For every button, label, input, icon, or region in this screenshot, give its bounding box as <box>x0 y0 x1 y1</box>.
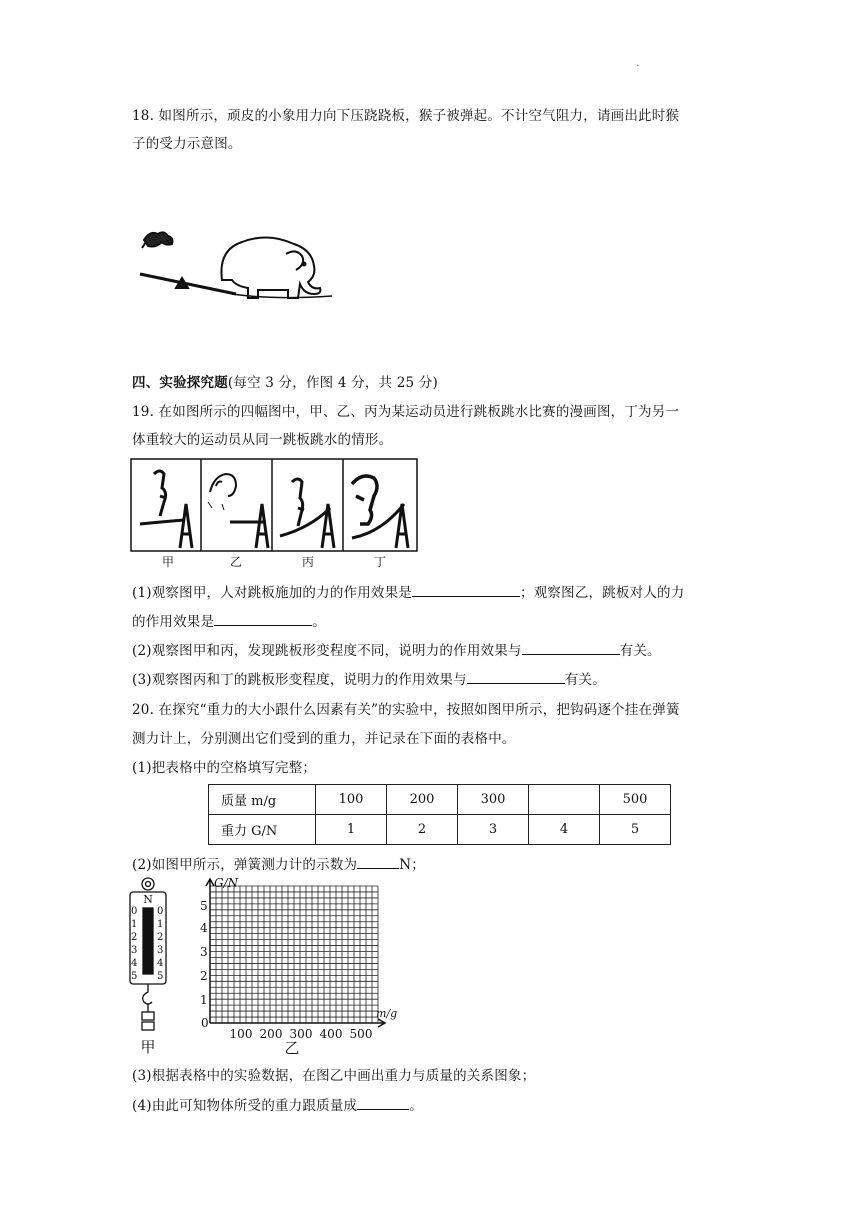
q20-part2 <box>132 853 425 873</box>
panel-label-bing: 丙 <box>301 555 315 569</box>
elephant-seesaw-figure <box>136 218 336 306</box>
scale-tick-right: 0 <box>157 906 164 917</box>
figure-label-yi: 乙 <box>284 1039 300 1054</box>
q20-part2-text-a: (2)如图甲所示，弹簧测力计的示数为 <box>132 857 358 873</box>
table-cell: 1 <box>316 815 387 845</box>
table-cell-label: 重力 G/N <box>209 815 316 845</box>
q19-part2 <box>132 639 661 659</box>
section4-note: (每空 3 分，作图 4 分，共 25 分) <box>227 375 438 391</box>
gravity-mass-grid-figure <box>196 874 406 1054</box>
scale-tick-right: 2 <box>157 932 164 943</box>
diving-board-figure <box>130 458 420 570</box>
answer-blank[interactable] <box>357 856 399 869</box>
q19-line1: 19. 在如图所示的四幅图中，甲、乙、丙为某运动员进行跳板跳水比赛的漫画图，丁为另一 <box>132 404 680 420</box>
panel-label-yi: 乙 <box>229 555 243 569</box>
q19-part1-text-b: ；观察图乙，跳板对人的力 <box>520 585 685 601</box>
scale-tick-left: 4 <box>131 958 138 969</box>
x-tick-label: 200 <box>259 1027 283 1041</box>
q20-line2: 测力计上，分别测出它们受到的重力，并记录在下面的表格中。 <box>132 731 516 747</box>
x-tick-label: 300 <box>289 1027 313 1041</box>
x-axis-label: m/g <box>376 1007 398 1020</box>
y-tick-label: 4 <box>200 921 208 935</box>
section4-title: 四、实验探究题 <box>132 375 228 391</box>
scale-tick-right: 4 <box>157 958 164 969</box>
scale-tick-right: 5 <box>157 971 164 982</box>
panel-label-jia: 甲 <box>161 555 175 569</box>
q20-part4-text-b: 。 <box>409 1098 423 1114</box>
x-tick-label: 400 <box>319 1027 343 1041</box>
y-tick-label: 1 <box>200 993 208 1007</box>
figure-label-jia: 甲 <box>140 1038 156 1056</box>
mass-weight-table <box>208 784 671 845</box>
answer-blank[interactable] <box>412 584 520 597</box>
table-cell: 3 <box>458 815 529 845</box>
y-tick-label: 3 <box>200 945 208 959</box>
section4-heading <box>132 371 438 391</box>
q19-part1-line1 <box>132 581 684 601</box>
answer-blank[interactable] <box>522 642 620 655</box>
y-axis-label: G/N <box>214 876 239 890</box>
q19-part3-text-b: 有关。 <box>564 672 606 688</box>
header-mark: . <box>636 58 640 69</box>
table-cell: 300 <box>458 785 529 815</box>
table-cell: 500 <box>600 785 671 815</box>
table-row <box>209 785 671 815</box>
scale-tick-left: 2 <box>131 932 138 943</box>
q19-part1-text-c: 的作用效果是 <box>132 614 215 630</box>
scale-tick-left: 0 <box>131 906 138 917</box>
q20-part3: (3)根据表格中的实验数据，在图乙中画出重力与质量的关系图象； <box>132 1068 536 1084</box>
answer-blank[interactable] <box>467 671 565 684</box>
table-cell: 4 <box>529 815 600 845</box>
table-cell: 100 <box>316 785 387 815</box>
spring-scale-figure <box>126 876 176 1056</box>
y-tick-label: 5 <box>200 899 208 913</box>
answer-blank[interactable] <box>214 613 312 626</box>
scale-tick-left: 1 <box>131 919 138 930</box>
x-tick-label: 500 <box>349 1027 373 1041</box>
scale-tick-left: 3 <box>131 945 138 956</box>
q20-part4-text-a: (4)由此可知物体所受的重力跟质量成 <box>132 1098 358 1114</box>
q19-part3 <box>132 668 606 688</box>
q20-line1: 20. 在探究“重力的大小跟什么因素有关”的实验中，按照如图甲所示，把钩码逐个挂在弹簧 <box>132 702 680 718</box>
q19-line2: 体重较大的运动员从同一跳板跳水的情形。 <box>132 432 393 448</box>
q18-line1: 18. 如图所示，顽皮的小象用力向下压跷跷板，猴子被弹起。不计空气阻力，请画出此时猴 <box>132 108 680 124</box>
origin-label: 0 <box>201 1016 209 1030</box>
scale-tick-right: 3 <box>157 945 164 956</box>
x-tick-label: 100 <box>229 1027 253 1041</box>
q19-part1-text-a: (1)观察图甲，人对跳板施加的力的作用效果是 <box>132 585 413 601</box>
q19-part1-text-d: 。 <box>312 614 326 630</box>
q19-part2-text-a: (2)观察图甲和丙，发现跳板形变程度不同，说明力的作用效果与 <box>132 643 522 659</box>
q18-line2: 子的受力示意图。 <box>132 136 242 152</box>
table-cell: 2 <box>387 815 458 845</box>
y-tick-label: 2 <box>200 969 208 983</box>
q20-part2-text-b: N； <box>399 857 425 873</box>
q19-part1-line2 <box>132 610 326 630</box>
panel-label-ding: 丁 <box>373 555 387 569</box>
q19-part2-text-b: 有关。 <box>619 643 661 659</box>
table-row <box>209 815 671 845</box>
table-cell-blank[interactable] <box>529 785 600 815</box>
q19-part3-text-a: (3)观察图丙和丁的跳板形变程度，说明力的作用效果与 <box>132 672 467 688</box>
grid-lines <box>210 886 378 1023</box>
scale-unit-label: N <box>143 893 153 906</box>
table-cell-label: 质量 m/g <box>209 785 316 815</box>
q20-part1: (1)把表格中的空格填写完整； <box>132 760 317 776</box>
table-cell: 5 <box>600 815 671 845</box>
table-cell: 200 <box>387 785 458 815</box>
q20-part4 <box>132 1094 423 1114</box>
scale-tick-right: 1 <box>157 919 164 930</box>
answer-blank[interactable] <box>357 1097 409 1110</box>
scale-tick-left: 5 <box>131 971 138 982</box>
